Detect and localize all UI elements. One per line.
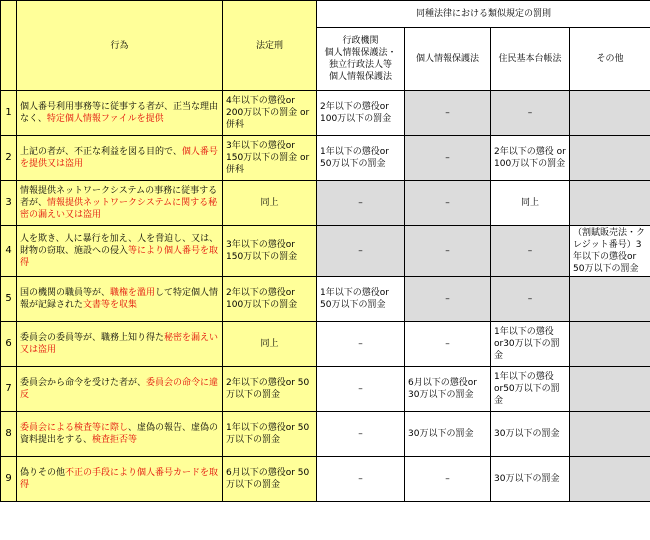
privacy-law-cell: – [405,136,491,181]
privacy-law-cell: – [405,226,491,277]
header-penalty: 法定刑 [223,1,317,91]
other-law-cell [570,91,650,136]
header-number [1,1,17,91]
action-cell [17,367,223,412]
penalty-cell: 同上 [223,322,317,367]
admin-law-cell: – [317,367,405,412]
row-number: 6 [1,322,17,367]
action-cell [17,181,223,226]
highlighted-text: 不正の手段により個人番号カードを取得 [20,468,219,490]
action-cell [17,136,223,181]
other-law-cell [570,322,650,367]
action-text: 情報提供ネットワークシステムの事務に従事する者が、 [20,186,218,208]
admin-law-cell: 1年以下の懲役or 50万以下の罰金 [317,136,405,181]
admin-law-cell: – [317,181,405,226]
action-text: 委員会から命令を受けた者が、 [20,378,147,388]
header-resident-registry-law: 住民基本台帳法 [491,28,570,91]
other-law-cell [570,181,650,226]
other-law-cell [570,412,650,457]
resident-registry-cell: 1年以下の懲役 or30万以下の罰金 [491,322,570,367]
header-admin-line: 独立行政法人等 [328,60,392,70]
highlighted-text: 検査拒否等 [92,435,138,445]
resident-registry-cell: – [491,91,570,136]
row-number: 4 [1,226,17,277]
header-action: 行為 [17,1,223,91]
other-law-cell [570,136,650,181]
action-text: 、虚偽の報告、虚偽の資料提出をする、 [20,423,219,445]
privacy-law-cell: – [405,91,491,136]
resident-registry-cell: 2年以下の懲役 or 100万以下の罰金 [491,136,570,181]
header-admin-line: 行政機関 [342,36,379,46]
privacy-law-cell: 6月以下の懲役or 30万以下の罰金 [405,367,491,412]
action-text: 委員会の委員等が、職務上知り得た [20,333,165,343]
resident-registry-cell: 30万以下の罰金 [491,412,570,457]
privacy-law-cell: – [405,457,491,502]
row-number: 9 [1,457,17,502]
action-text: 個人番号利用事務等に従事する者が、正当な理由なく、 [20,102,219,124]
privacy-law-cell: – [405,322,491,367]
highlighted-text: 個人番号を提供又は盗用 [20,147,218,169]
resident-registry-cell: – [491,226,570,277]
penalty-cell: 同上 [223,181,317,226]
highlighted-text: 秘密を漏えい又は盗用 [20,333,219,355]
other-law-cell [570,457,650,502]
penalty-cell: 2年以下の懲役or 50万以下の罰金 [223,367,317,412]
other-law-cell [570,277,650,322]
penalty-cell: 1年以下の懲役or 50万以下の罰金 [223,412,317,457]
admin-law-cell: 1年以下の懲役or 50万以下の罰金 [317,277,405,322]
action-cell [17,322,223,367]
row-number: 8 [1,412,17,457]
admin-law-cell: 2年以下の懲役or 100万以下の罰金 [317,91,405,136]
table-row [1,181,650,226]
resident-registry-cell: 30万以下の罰金 [491,457,570,502]
row-number: 3 [1,181,17,226]
resident-registry-cell: – [491,277,570,322]
table-row [1,322,650,367]
header-admin-agency-law [317,28,405,91]
header-other: その他 [570,28,650,91]
admin-law-cell: – [317,322,405,367]
action-text: 人を欺き、人に暴行を加え、人を脅迫し、又は、財物の窃取、施設への侵入 [20,234,219,256]
other-law-cell: （割賦販売法・クレジット番号）3年以下の懲役or 50万以下の罰金 [570,226,650,277]
row-number: 7 [1,367,17,412]
action-cell [17,412,223,457]
action-cell [17,457,223,502]
admin-law-cell: – [317,412,405,457]
highlighted-text: 文書等を収集 [83,300,138,310]
header-similar-provisions: 同種法律における類似規定の罰則 [317,1,650,28]
resident-registry-cell: 同上 [491,181,570,226]
header-admin-line: 個人情報保護法・ [324,48,397,58]
table-row [1,412,650,457]
penalty-cell: 4年以下の懲役or 200万以下の罰金 or併科 [223,91,317,136]
table-row [1,277,650,322]
privacy-law-cell: – [405,181,491,226]
row-number: 1 [1,91,17,136]
header-admin-line: 個人情報保護法 [328,72,392,82]
highlighted-text: 特定個人情報ファイルを提供 [46,114,164,124]
penalty-cell: 2年以下の懲役or 100万以下の罰金 [223,277,317,322]
table-row [1,367,650,412]
table-row [1,457,650,502]
highlighted-text: 職権を濫用 [110,288,156,298]
table-row [1,226,650,277]
resident-registry-cell: 1年以下の懲役 or50万以下の罰金 [491,367,570,412]
highlighted-text: 委員会による検査等に際し [20,423,129,433]
highlighted-text: 委員会の命令に違反 [20,378,219,400]
penalty-cell: 6月以下の懲役or 50万以下の罰金 [223,457,317,502]
table-body [1,91,650,502]
header-privacy-law: 個人情報保護法 [405,28,491,91]
admin-law-cell: – [317,226,405,277]
action-text: 上記の者が、不正な利益を図る目的で、 [20,147,182,157]
privacy-law-cell: – [405,277,491,322]
highlighted-text: 情報提供ネットワークシステムに関する秘密の漏えい又は盗用 [20,198,218,220]
action-cell [17,277,223,322]
row-number: 2 [1,136,17,181]
action-text: して特定個人情報が記録された [20,288,219,310]
penalty-cell: 3年以下の懲役or 150万以下の罰金 [223,226,317,277]
admin-law-cell: – [317,457,405,502]
privacy-law-cell: 30万以下の罰金 [405,412,491,457]
row-number: 5 [1,277,17,322]
action-cell [17,226,223,277]
table-row [1,136,650,181]
action-text: 偽りその他 [20,468,66,478]
penalty-cell: 3年以下の懲役or 150万以下の罰金 or併科 [223,136,317,181]
highlighted-text: 等により個人番号を取得 [20,246,219,268]
action-text: 国の機関の職員等が、 [20,288,111,298]
action-cell [17,91,223,136]
other-law-cell [570,367,650,412]
table-row [1,91,650,136]
